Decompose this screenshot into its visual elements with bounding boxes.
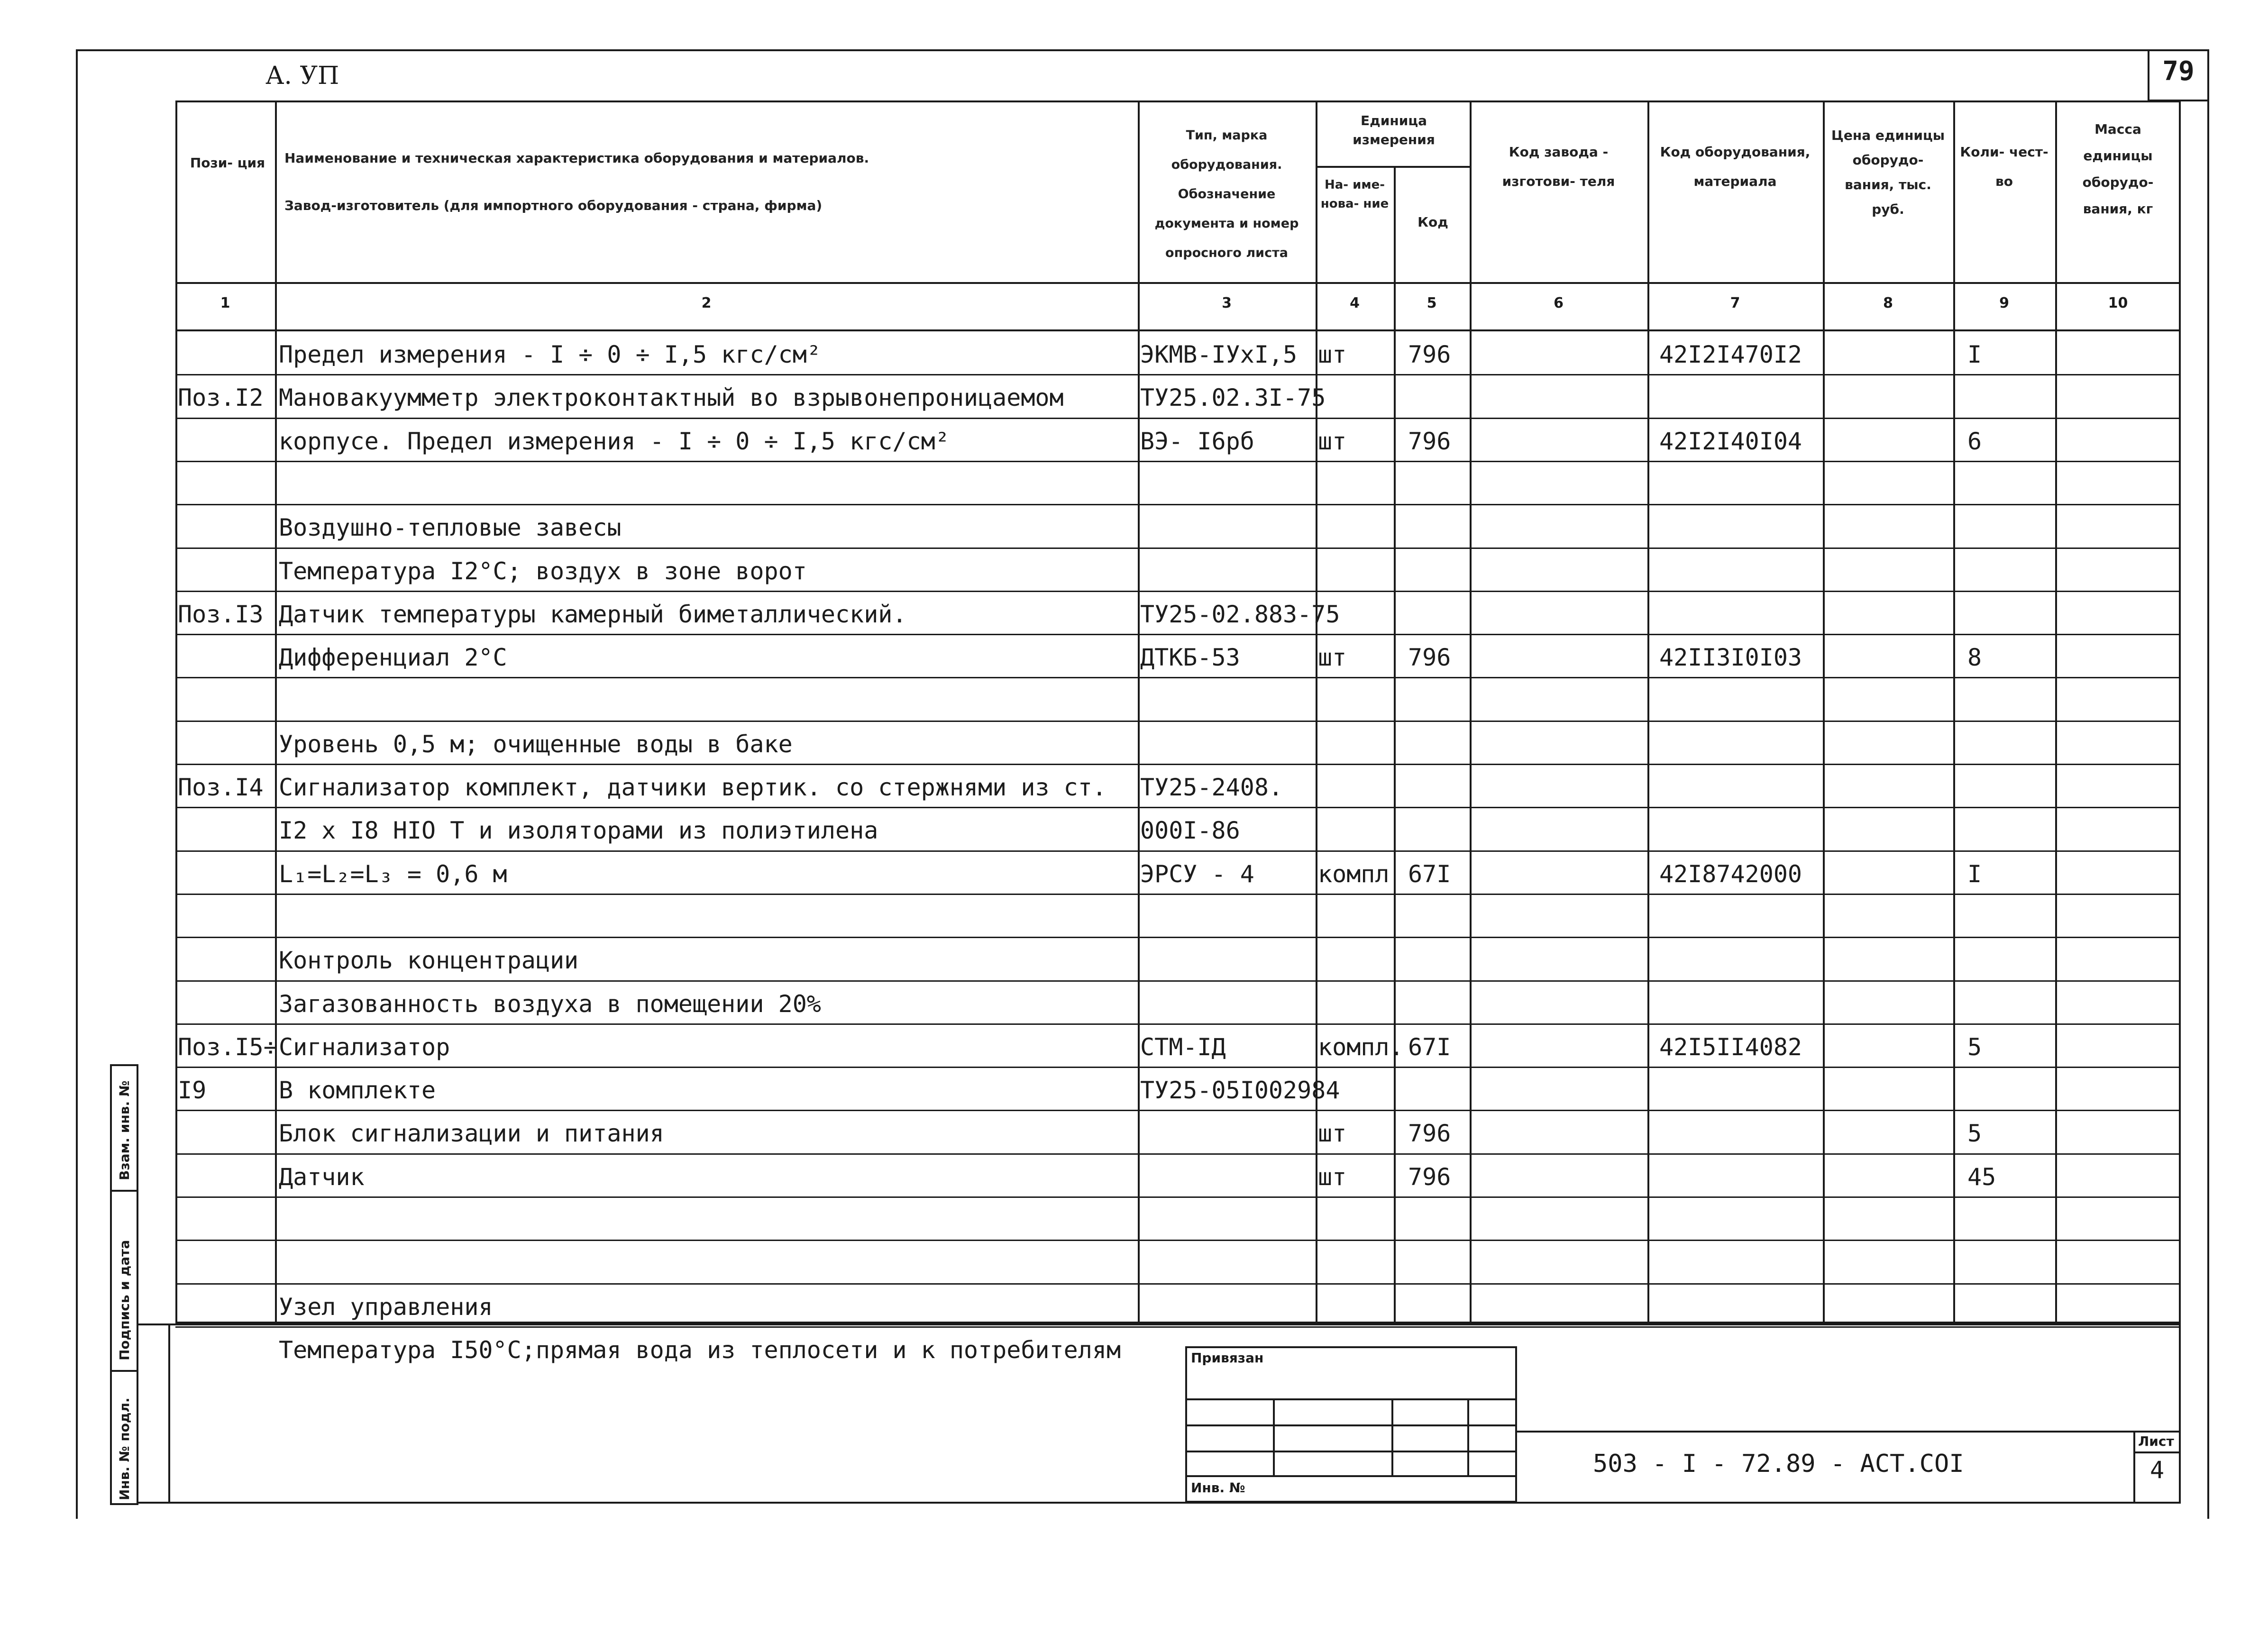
cell-unit-code: 796 — [1408, 1120, 1451, 1148]
cell-unit: шт — [1318, 1163, 1347, 1191]
header-mass: Масса единицы оборудо- вания, кг — [2082, 121, 2154, 217]
cell-name: корпусе. Предел измерения - I ÷ 0 ÷ I,5 кгс/см² — [279, 427, 950, 455]
right-border — [2207, 49, 2209, 1519]
cell-type: ДТКБ-53 — [1140, 644, 1240, 672]
cell-type: СТМ-IД — [1140, 1033, 1226, 1061]
top-label: А. УП — [265, 62, 339, 90]
corner-number: 79 — [2162, 56, 2195, 87]
cell-unit: компл — [1318, 860, 1390, 888]
col-line-4 — [1394, 166, 1396, 1323]
cell-qty: 45 — [1967, 1163, 1996, 1191]
colnum-7: 7 — [1730, 295, 1740, 311]
doc-code-top — [1517, 1431, 2181, 1433]
row-separator — [175, 807, 2181, 808]
cell-name: Температура I50°С;прямая вода из теплосети и к потребителям — [279, 1336, 1121, 1364]
header-quantity: Коли- чест- во — [1960, 144, 2049, 189]
cell-unit: шт — [1318, 427, 1347, 455]
attached-col2 — [1391, 1398, 1393, 1475]
cell-name: Узел управления — [279, 1293, 493, 1321]
header-unit: Единица измерения — [1353, 113, 1435, 147]
attached-label: Привязан — [1191, 1350, 1264, 1366]
cell-name: Мановакуумметр электроконтактный во взрывонепроницаемом — [279, 384, 1064, 412]
col-line-8 — [1953, 100, 1955, 1323]
cell-type: ТУ25.02.3I-75 — [1140, 384, 1326, 412]
title-block-top — [137, 1323, 2181, 1325]
cell-qty: I — [1967, 860, 1982, 888]
cell-pos: Поз.I2 — [178, 384, 264, 412]
row-separator — [175, 1283, 2181, 1285]
side-stamp-div1 — [110, 1190, 138, 1192]
col-line-2 — [1138, 100, 1140, 1323]
title-block-bottom — [138, 1502, 2181, 1504]
header-unit-name: На- име- нова- ние — [1320, 178, 1389, 211]
doc-code: 503 - I - 72.89 - АСТ.СОI — [1593, 1450, 1964, 1478]
col-line-6 — [1647, 100, 1649, 1323]
cell-code: 42II3I0I03 — [1659, 644, 1802, 672]
cell-name: Температура I2°С; воздух в зоне ворот — [279, 557, 807, 585]
header-bottom — [175, 282, 2181, 284]
cell-name: Дифференциал 2°С — [279, 644, 507, 672]
cell-unit-code: 796 — [1408, 1163, 1451, 1191]
attached-row4 — [1185, 1475, 1517, 1477]
cell-unit-code: 796 — [1408, 341, 1451, 368]
cell-pos: I9 — [178, 1077, 207, 1104]
cell-unit-code: 796 — [1408, 427, 1451, 455]
side-inv-orig: Инв. № подл. — [117, 1397, 132, 1500]
row-separator — [175, 764, 2181, 765]
top-border — [76, 49, 2209, 51]
cell-type: ТУ25-02.883-75 — [1140, 600, 1340, 628]
col-line-7 — [1823, 100, 1825, 1323]
left-border — [76, 49, 78, 1519]
title-block-left — [168, 1323, 170, 1504]
cell-name: I2 х I8 НIО Т и изоляторами из полиэтилена — [279, 817, 878, 845]
col-line-9 — [2055, 100, 2057, 1323]
attached-col3 — [1467, 1398, 1469, 1475]
cell-name: Датчик температуры камерный биметаллический. — [279, 600, 907, 628]
cell-name: Сигнализатор — [279, 1033, 450, 1061]
col-line-5 — [1470, 100, 1472, 1323]
cell-type: ЭКМВ-IУхI,5 — [1140, 341, 1298, 368]
cell-unit: шт — [1318, 1120, 1347, 1148]
cell-qty: 6 — [1967, 427, 1982, 455]
side-stamp-div2 — [110, 1370, 138, 1372]
header-equip-code: Код оборудования, материала — [1660, 144, 1811, 189]
unit-subheader-line — [1316, 166, 1470, 168]
cell-pos: Поз.I3 — [178, 600, 264, 628]
row-separator — [175, 591, 2181, 592]
cell-type: ВЭ- I6рб — [1140, 427, 1254, 455]
row-separator — [175, 1196, 2181, 1198]
cell-unit-code: 796 — [1408, 644, 1451, 672]
cell-name: Блок сигнализации и питания — [279, 1120, 664, 1148]
cell-code: 42I5II4082 — [1659, 1033, 1802, 1061]
row-separator — [175, 374, 2181, 375]
header-type: Тип, марка оборудования. Обозначение документа и номер опросного листа — [1154, 128, 1299, 260]
sheet-box-mid — [2133, 1451, 2181, 1453]
cell-unit-code: 67I — [1408, 860, 1451, 888]
colnum-bottom — [175, 329, 2181, 331]
header-maker-code: Код завода - изготови- теля — [1502, 144, 1615, 189]
row-separator — [175, 1023, 2181, 1025]
cell-qty: 5 — [1967, 1120, 1982, 1148]
col-line-3 — [1316, 100, 1317, 1323]
colnum-9: 9 — [1999, 295, 2009, 311]
cell-name: Предел измерения - I ÷ 0 ÷ I,5 кгс/см² — [279, 341, 821, 368]
header-name-line1: Наименование и техническая характеристика оборудования и материалов. — [284, 150, 869, 166]
cell-code: 42I8742000 — [1659, 860, 1802, 888]
cell-unit: компл. — [1318, 1033, 1404, 1061]
row-separator — [175, 850, 2181, 852]
cell-code: 42I2I470I2 — [1659, 341, 1802, 368]
row-separator — [175, 1240, 2181, 1241]
cell-unit: шт — [1318, 341, 1347, 368]
cell-qty: 5 — [1967, 1033, 1982, 1061]
colnum-5: 5 — [1427, 295, 1437, 311]
row-separator — [175, 894, 2181, 895]
cell-qty: 8 — [1967, 644, 1982, 672]
cell-name: В комплекте — [279, 1077, 436, 1104]
sheet-number: 4 — [2149, 1456, 2165, 1484]
cell-name: Уровень 0,5 м; очищенные воды в баке — [279, 730, 793, 758]
row-separator — [175, 937, 2181, 938]
inv-no-label: Инв. № — [1191, 1480, 1245, 1496]
colnum-6: 6 — [1554, 295, 1564, 311]
cell-name: Контроль концентрации — [279, 947, 579, 975]
row-separator — [175, 1067, 2181, 1068]
colnum-2: 2 — [701, 295, 712, 311]
cell-name: L₁=L₂=L₃ = 0,6 м — [279, 860, 507, 888]
cell-unit-code: 67I — [1408, 1033, 1451, 1061]
row-separator — [175, 721, 2181, 722]
colnum-8: 8 — [1883, 295, 1893, 311]
row-separator — [175, 1110, 2181, 1111]
row-separator — [175, 634, 2181, 635]
row-separator — [175, 461, 2181, 462]
cell-type: ТУ25-2408. — [1140, 774, 1283, 801]
header-unit-code: Код — [1418, 214, 1448, 230]
row-separator — [175, 1153, 2181, 1155]
cell-type: ЭРСУ - 4 — [1140, 860, 1254, 888]
cell-type: ТУ25-05I002984 — [1140, 1077, 1340, 1104]
side-sign-date: Подпись и дата — [117, 1240, 132, 1360]
cell-name: Воздушно-тепловые завесы — [279, 514, 622, 542]
cell-code: 42I2I40I04 — [1659, 427, 1802, 455]
colnum-3: 3 — [1222, 295, 1232, 311]
row-separator — [175, 1326, 2181, 1328]
cell-qty: I — [1967, 341, 1982, 368]
colnum-4: 4 — [1350, 295, 1360, 311]
attached-col1 — [1273, 1398, 1275, 1475]
col-line-1 — [275, 100, 277, 1323]
colnum-10: 10 — [2108, 295, 2128, 311]
row-separator — [175, 418, 2181, 419]
row-separator — [175, 504, 2181, 505]
row-separator — [175, 677, 2181, 678]
colnum-1: 1 — [220, 295, 230, 311]
cell-unit: шт — [1318, 644, 1347, 672]
cell-name: Сигнализатор комплект, датчики вертик. со стержнями из ст. — [279, 774, 1107, 801]
header-price: Цена единицы оборудо- вания, тыс. руб. — [1831, 128, 1945, 217]
cell-name: Датчик — [279, 1163, 365, 1191]
side-inv-repl: Взам. инв. № — [117, 1080, 132, 1180]
cell-pos: Поз.I5÷ — [178, 1033, 278, 1061]
header-name-line2: Завод-изготовитель (для импортного оборудования - страна, фирма) — [284, 198, 823, 213]
cell-type: 000I-86 — [1140, 817, 1240, 845]
row-separator — [175, 548, 2181, 549]
row-separator — [175, 980, 2181, 982]
cell-pos: Поз.I4 — [178, 774, 264, 801]
header-position: Пози- ция — [190, 155, 265, 171]
sheet-label: Лист — [2138, 1433, 2174, 1449]
cell-name: Загазованность воздуха в помещении 20% — [279, 990, 821, 1018]
